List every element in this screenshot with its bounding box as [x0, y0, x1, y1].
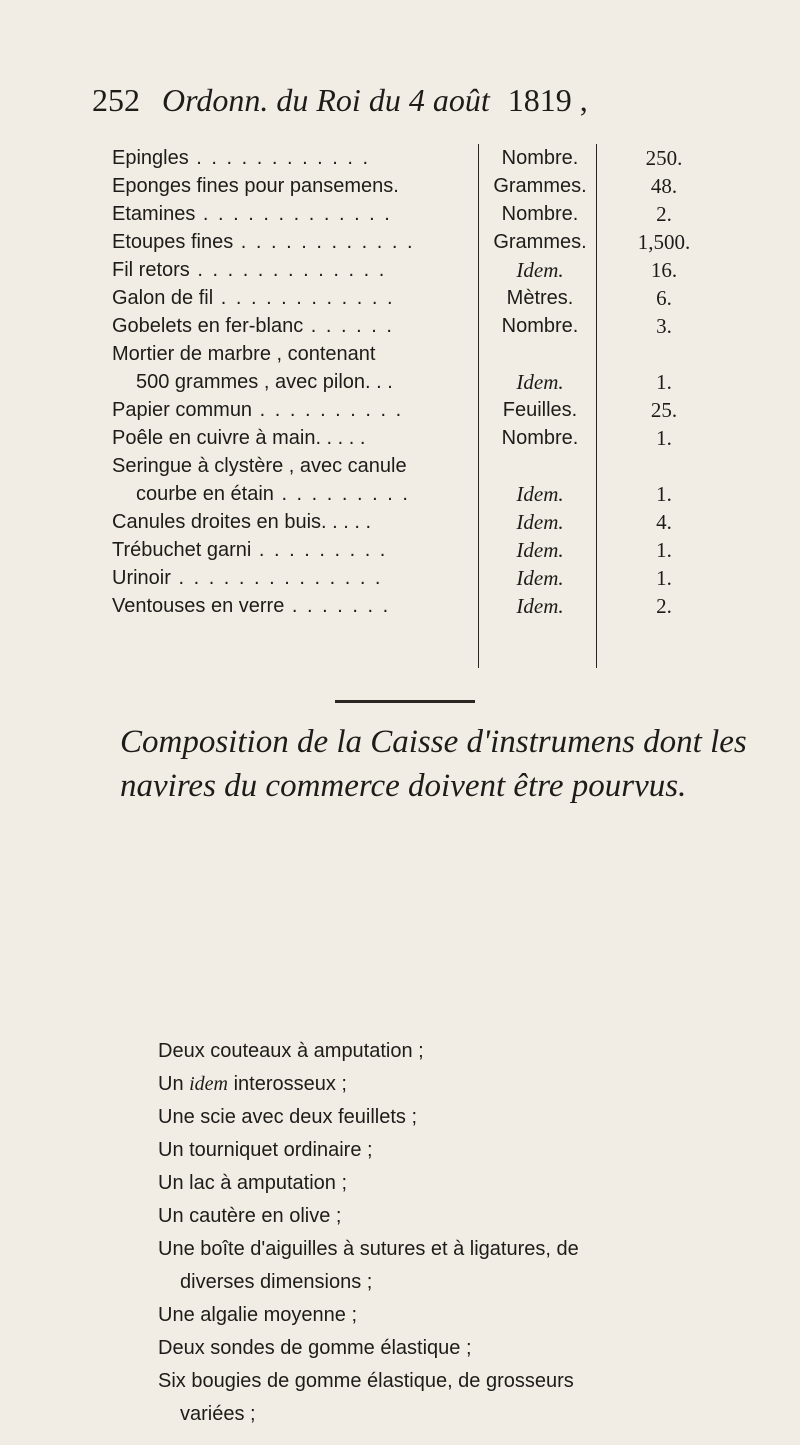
- item-unit: Mètres.: [506, 287, 574, 309]
- table-row: Galon de fil . . . . . . . . . . . . Mètres. 6.: [112, 284, 762, 312]
- item-name: Mortier de marbre , contenant: [112, 343, 376, 365]
- table-row: Ventouses en verre . . . . . . . Idem. 2.: [112, 592, 762, 620]
- item-unit: Nombre.: [501, 427, 579, 449]
- item-quantity: 1.: [656, 538, 672, 562]
- table-row: Seringue à clystère , avec canule courbe en étain . . . . . . . . . Idem. 1.: [112, 452, 762, 508]
- item-name: Trébuchet garni: [112, 539, 252, 561]
- item-unit: Feuilles.: [502, 399, 578, 421]
- item-name: Seringue à clystère , avec canule: [112, 455, 407, 477]
- item-quantity: 25.: [650, 398, 678, 422]
- item-quantity: 2.: [656, 202, 672, 226]
- section-title: Composition de la Caisse d'instrumens dont les navires du commerce doivent être pourvus.: [120, 724, 747, 804]
- item-unit: Idem.: [516, 482, 564, 506]
- item-quantity: 250.: [645, 146, 683, 170]
- item-name: Gobelets en fer-blanc: [112, 315, 304, 337]
- page-number: 252: [92, 82, 140, 118]
- item-name-continued: 500 grammes , avec pilon. . .: [136, 371, 393, 393]
- item-name: Eponges fines pour pansemens.: [112, 175, 399, 197]
- item-unit: Idem.: [516, 538, 564, 562]
- list-item: Six bougies de gomme élastique, de grosseurs variées ;: [158, 1370, 574, 1425]
- item-name: Poêle en cuivre à main. . . . .: [112, 427, 366, 449]
- table-row: Papier commun . . . . . . . . . . Feuilles. 25.: [112, 396, 762, 424]
- item-quantity: 48.: [650, 174, 678, 198]
- item-name: Papier commun: [112, 399, 253, 421]
- item-unit: Grammes.: [493, 231, 587, 253]
- list-item: Un cautère en olive ;: [158, 1205, 342, 1227]
- table-row: Gobelets en fer-blanc . . . . . . Nombre. 3.: [112, 312, 762, 340]
- item-quantity: 2.: [656, 594, 672, 618]
- item-name: Ventouses en verre: [112, 595, 285, 617]
- list-item: Deux couteaux à amputation ;: [158, 1040, 424, 1062]
- item-quantity: 1.: [656, 482, 672, 506]
- table-row: [112, 340, 762, 396]
- item-unit: Nombre.: [501, 203, 579, 225]
- item-name: Etoupes fines: [112, 231, 234, 253]
- list-item: Un tourniquet ordinaire ;: [158, 1139, 373, 1161]
- item-unit: Idem.: [516, 594, 564, 618]
- list-item: Une algalie moyenne ;: [158, 1304, 358, 1326]
- list-item: Une scie avec deux feuillets ;: [158, 1106, 418, 1128]
- item-unit: Idem.: [516, 510, 564, 534]
- item-name: Urinoir: [112, 567, 171, 589]
- table-row: [112, 172, 762, 200]
- item-unit: Idem.: [516, 566, 564, 590]
- item-unit: Idem.: [516, 258, 564, 282]
- page-header: [92, 80, 692, 120]
- supply-table: [112, 144, 762, 620]
- item-name: Galon de fil: [112, 287, 214, 309]
- item-quantity: 1.: [656, 566, 672, 590]
- item-name: Etamines: [112, 203, 196, 225]
- column-rule: [596, 144, 597, 668]
- item-name: Fil retors: [112, 259, 190, 281]
- table-row: [112, 508, 762, 536]
- item-unit: Idem.: [516, 370, 564, 394]
- list-item: Deux sondes de gomme élastique ;: [158, 1337, 472, 1359]
- table-row: Urinoir . . . . . . . . . . . . . . Idem. 1.: [112, 564, 762, 592]
- item-unit: Grammes.: [493, 175, 587, 197]
- table-row: Etoupes fines . . . . . . . . . . . . Grammes. 1,500.: [112, 228, 762, 256]
- column-rule: [478, 144, 479, 668]
- item-quantity: 3.: [656, 314, 672, 338]
- item-quantity: 16.: [650, 258, 678, 282]
- list-item: Un lac à amputation ;: [158, 1172, 347, 1194]
- running-title: Ordonn. du Roi du 4 août: [162, 82, 490, 118]
- item-name: Canules droites en buis. . . . .: [112, 511, 372, 533]
- table-row: Etamines . . . . . . . . . . . . . Nombre. 2.: [112, 200, 762, 228]
- table-row: Trébuchet garni . . . . . . . . . Idem. 1.: [112, 536, 762, 564]
- table-row: Fil retors . . . . . . . . . . . . . Idem. 16.: [112, 256, 762, 284]
- table-row: Epingles . . . . . . . . . . . . Nombre. 250.: [112, 144, 762, 172]
- item-name-continued: courbe en étain: [136, 483, 274, 505]
- instrument-list: [158, 1035, 778, 1431]
- table-row: [112, 424, 762, 452]
- running-year: 1819 ,: [507, 82, 588, 118]
- item-quantity: 1.: [656, 370, 672, 394]
- item-quantity: 6.: [656, 286, 672, 310]
- item-name: Epingles: [112, 147, 189, 169]
- list-item: Un idem interosseux ;: [158, 1073, 347, 1095]
- list-item: Une boîte d'aiguilles à sutures et à ligatures, de diverses dimensions ;: [158, 1238, 579, 1293]
- item-quantity: 1.: [656, 426, 672, 450]
- item-quantity: 1,500.: [637, 230, 691, 254]
- item-quantity: 4.: [656, 510, 672, 534]
- item-unit: Nombre.: [501, 147, 579, 169]
- item-unit: Nombre.: [501, 315, 579, 337]
- section-separator: [335, 700, 475, 703]
